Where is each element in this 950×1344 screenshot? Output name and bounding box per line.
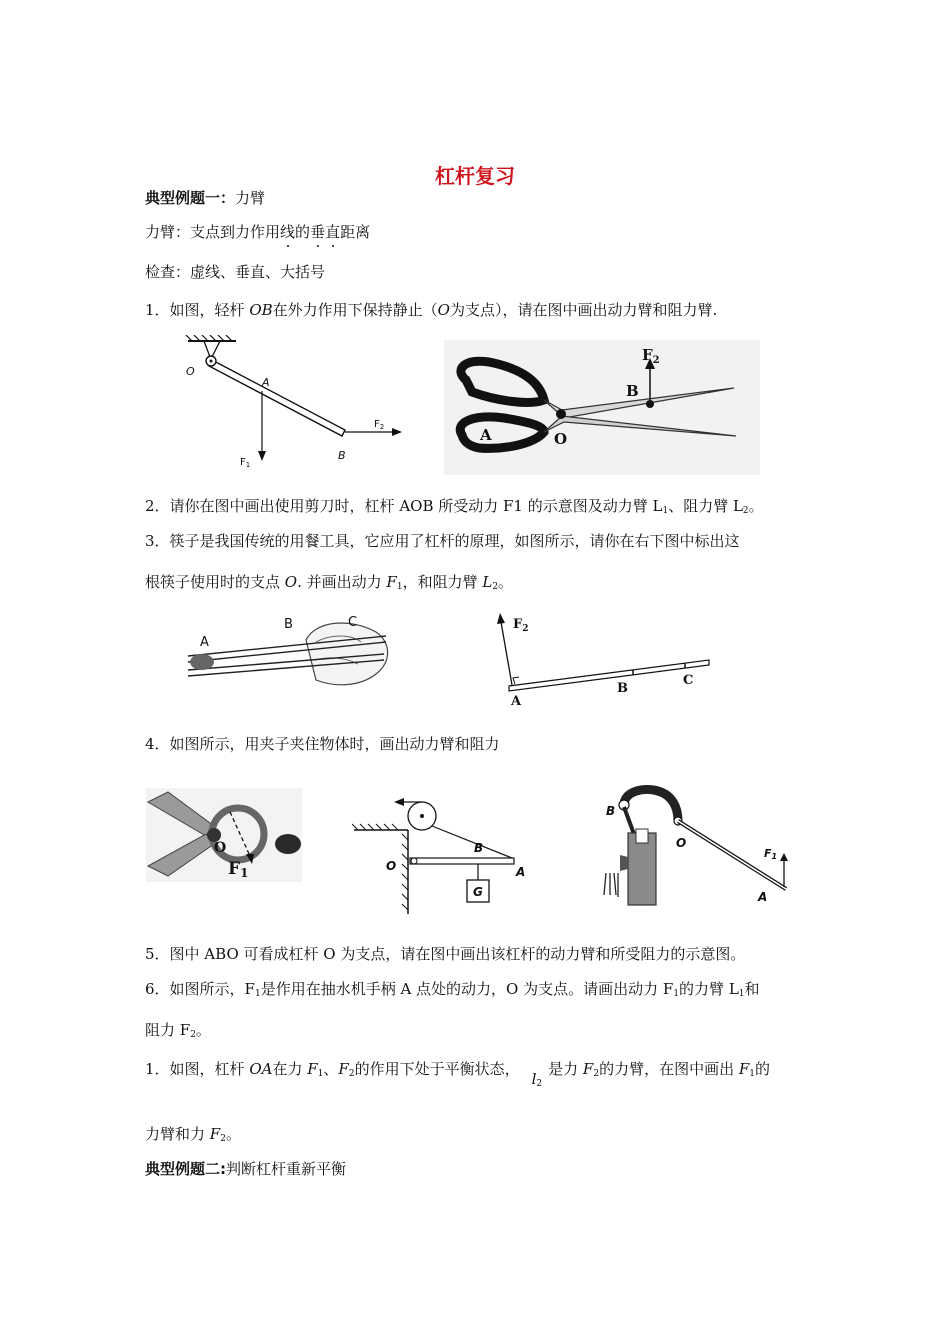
question-7-line-1: 1．如图，杠杆 OA在力 $F_1$、$F_2$的作用下处于平衡状态，$l_2$是力 $F_2$的力臂，在图中画出 $F_1$的: [145, 1059, 770, 1084]
force-f2-label: $F_2$: [642, 346, 660, 366]
point-a-label: A: [200, 635, 209, 650]
section-heading-2: 典型例题二:判断杠杆重新平衡: [145, 1160, 347, 1178]
point-a-label: A: [516, 865, 526, 879]
chopsticks-hand-figure: [186, 612, 402, 694]
question-3-line-1: 3．筷子是我国传统的用餐工具，它应用了杠杆的原理，如图所示，请你在右下图中标出这: [145, 532, 740, 550]
chopstick-lever-figure: [495, 608, 717, 708]
question-4: 4．如图所示，用夹子夹住物体时，画出动力臂和阻力: [145, 735, 500, 753]
pump-figure: [598, 785, 798, 910]
section-heading-1: 典型例题一：力臂: [145, 189, 266, 207]
point-a-label: A: [758, 890, 768, 904]
question-7-line-2: 力臂和力 $F_2$。: [145, 1125, 241, 1144]
definition-line: 力臂：支点到力作用线的垂直距离: [145, 223, 371, 241]
point-a-label: A: [511, 694, 522, 708]
force-f1-label: F1: [764, 847, 778, 861]
question-5: 5．图中 ABO 可看成杠杆 O 为支点，请在图中画出该杠杆的动力臂和所受阻力的示意图。: [145, 945, 746, 963]
force-f2-label: $F_2$: [513, 617, 529, 634]
scissors-figure: [444, 340, 760, 475]
force-f1-label: $F_1$: [240, 457, 251, 469]
question-2: 2．请你在图中画出使用剪刀时，杠杆 AOB 所受动力 F1 的示意图及动力臂 $L_1$、阻力臂 $L_2$。: [145, 497, 764, 516]
check-line: 检查：虚线、垂直、大括号: [145, 263, 326, 281]
lever-ob-figure: [180, 335, 420, 475]
point-o-label: O: [386, 859, 397, 873]
point-b-label: B: [284, 617, 293, 632]
clip-figure: [146, 788, 302, 882]
point-o-label: O: [186, 365, 195, 378]
symbol-l2: $l_2$: [531, 1070, 543, 1089]
point-c-label: C: [683, 673, 694, 688]
weight-g-label: G: [473, 885, 483, 899]
force-f2-label: $F_2$: [374, 419, 385, 431]
point-b-label: B: [474, 841, 484, 855]
question-1: 1．如图，轻杆 OB在外力作用下保持静止（O为支点），请在图中画出动力臂和阻力臂.: [145, 301, 718, 319]
point-a-label: A: [480, 426, 492, 444]
question-6-line-2: 阻力 $F_2$。: [145, 1021, 211, 1040]
point-b-label: B: [617, 681, 628, 696]
point-a-label: A: [262, 376, 270, 389]
question-3-line-2: 根筷子使用时的支点 O. 并画出动力 $F_1$，和阻力臂 $L_2$。: [145, 573, 514, 592]
point-o-label: O: [676, 836, 687, 850]
point-o-label: O: [554, 430, 568, 448]
point-c-label: C: [348, 615, 358, 630]
point-b-label: B: [606, 804, 616, 818]
wall-lever-figure: [352, 796, 534, 920]
force-f1-label: F1: [228, 859, 249, 880]
point-b-label: B: [338, 449, 346, 462]
point-b-label: B: [626, 382, 639, 400]
question-6-line-1: 6．如图所示，$F_1$是作用在抽水机手柄 A 点处的动力，O 为支点。请画出动力 $F_1$的力臂 $L_1$和: [145, 980, 760, 999]
page-title: 杠杆复习: [435, 164, 515, 188]
point-o-label: O: [214, 840, 227, 856]
